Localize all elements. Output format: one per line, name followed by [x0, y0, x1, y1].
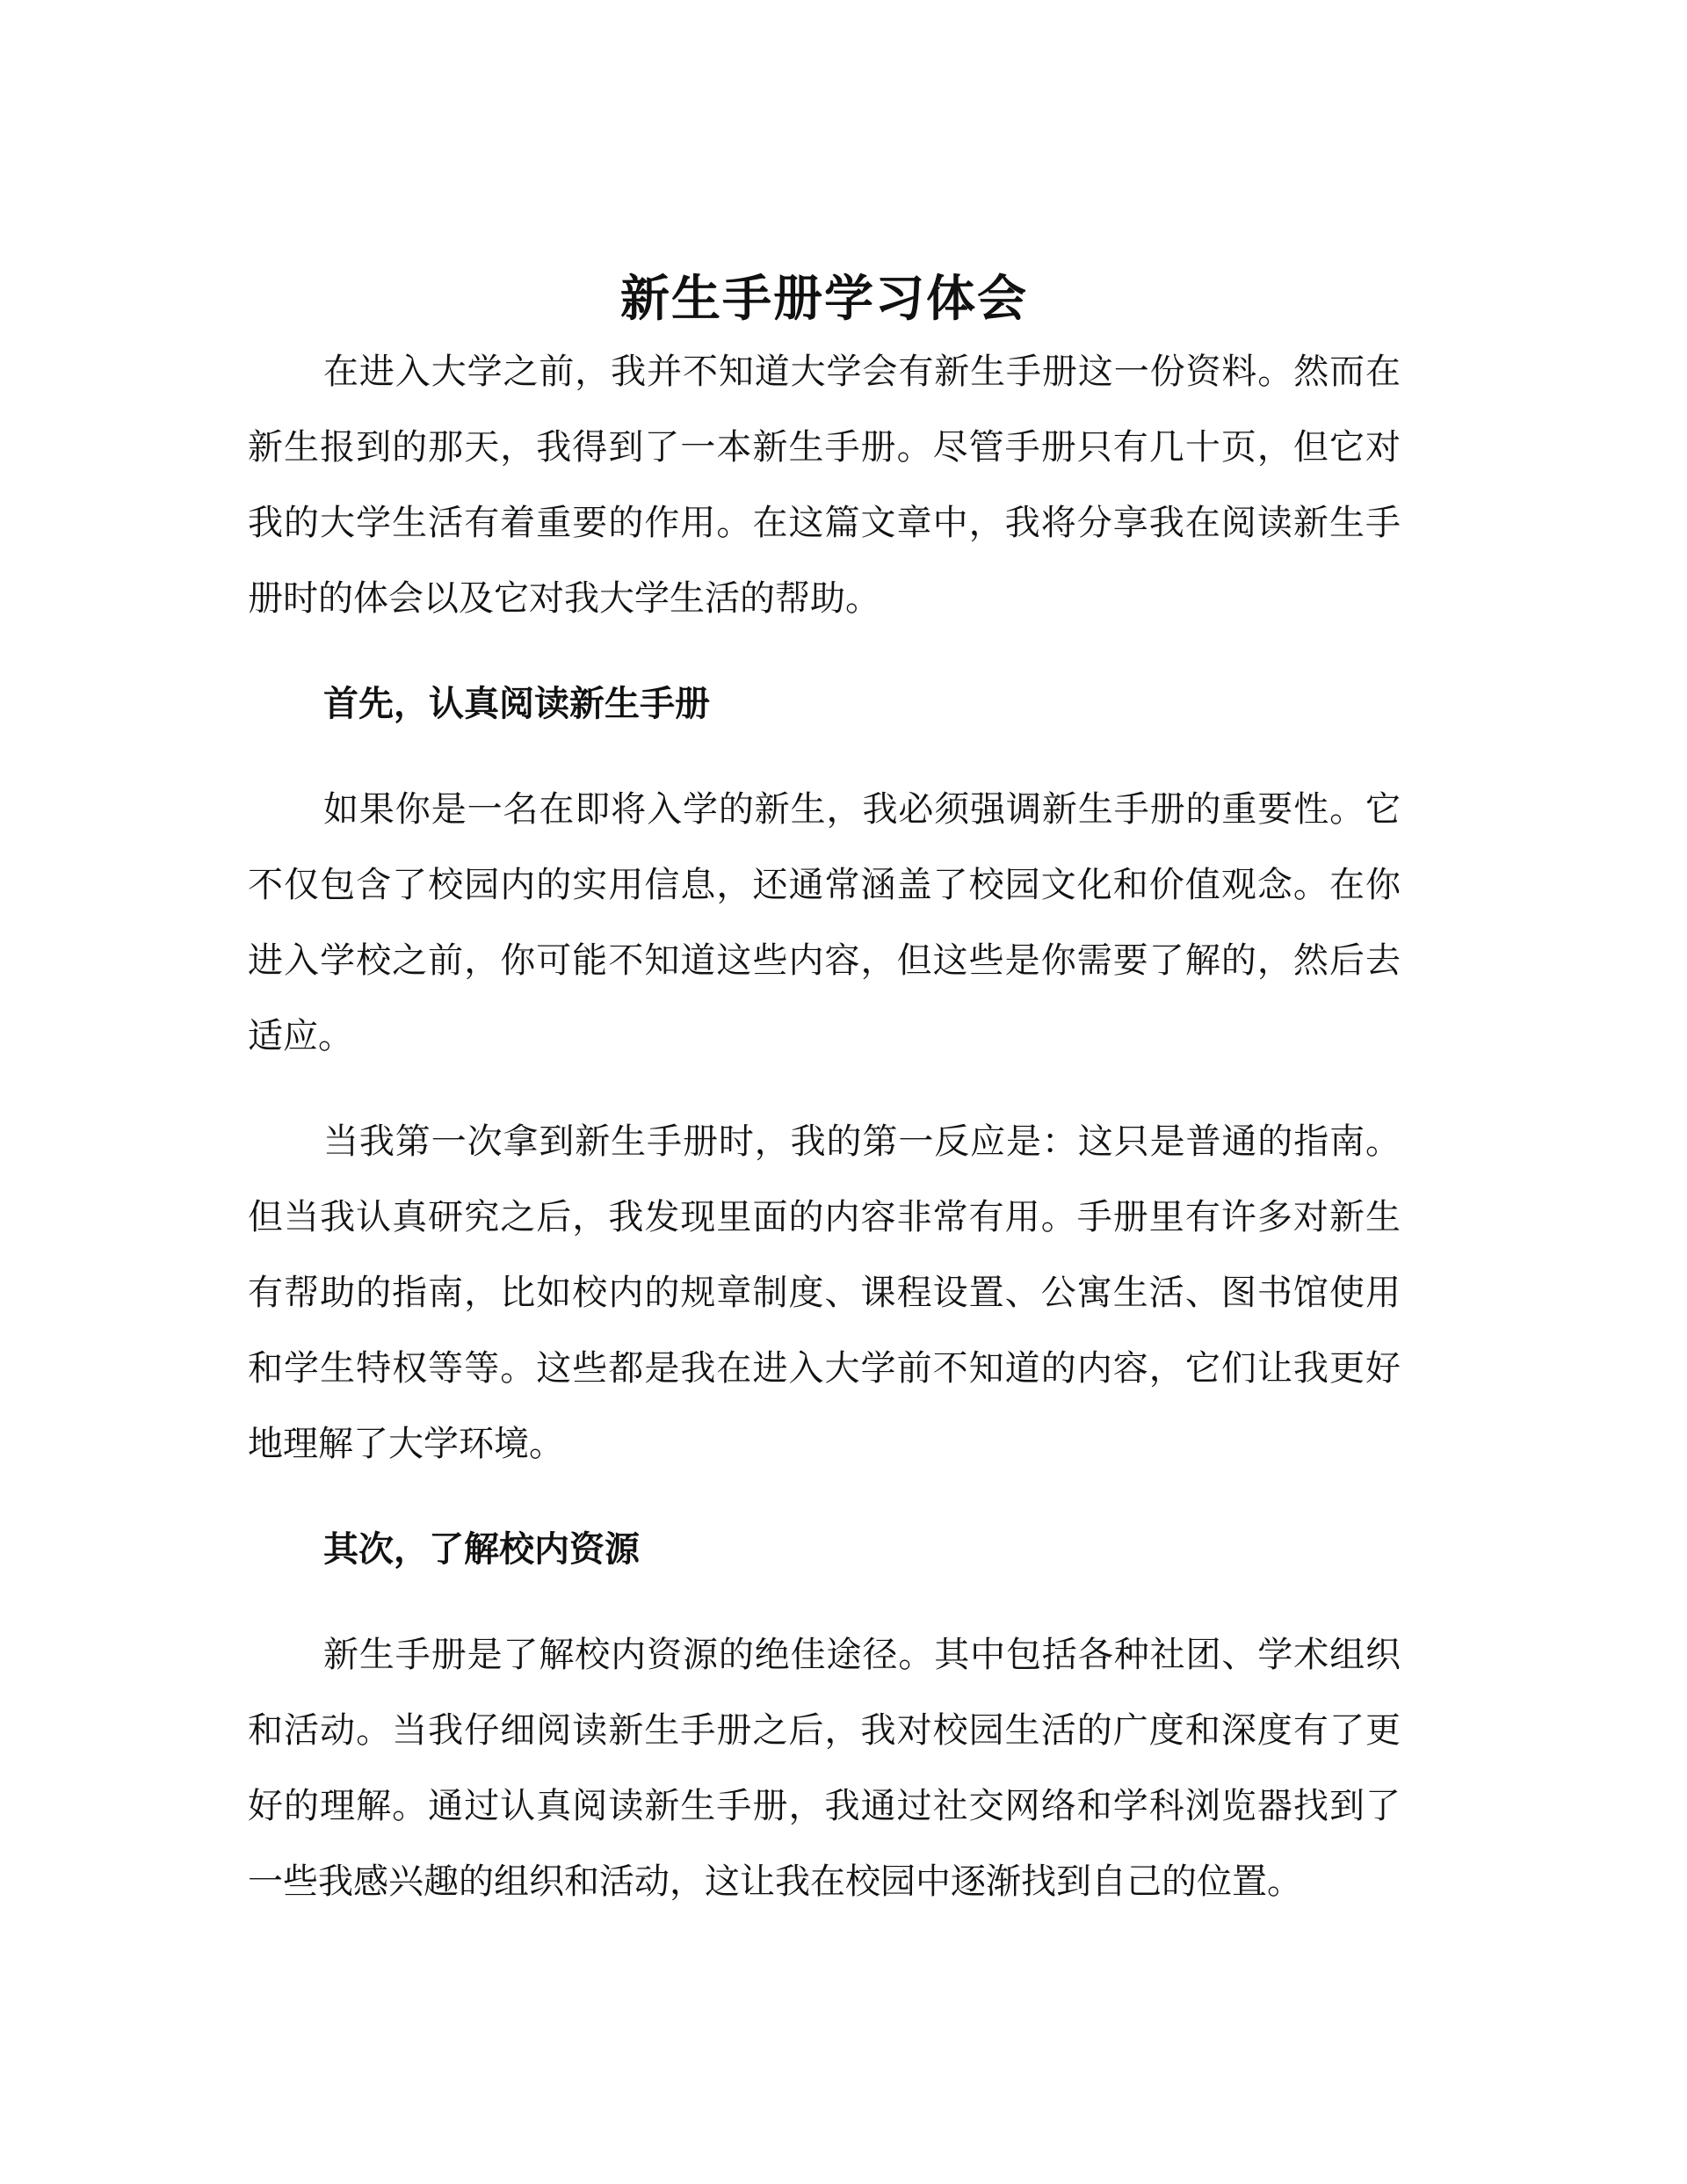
section2-paragraph-1: 新生手册是了解校内资源的绝佳途径。其中包括各种社团、学术组织和活动。当我仔细阅读新生手册之后，我对校园生活的广度和深度有了更好的理解。通过认真阅读新生手册，我通过社交网络和学科浏览器找到了一些我感兴趣的组织和活动，这让我在校园中逐渐找到自己的位置。	[248, 1635, 1401, 1902]
intro-paragraph: 在进入大学之前，我并不知道大学会有新生手册这一份资料。然而在新生报到的那天，我得到了一本新生手册。尽管手册只有几十页，但它对我的大学生活有着重要的作用。在这篇文章中，我将分享我在阅读新生手册时的体会以及它对我大学生活的帮助。	[248, 352, 1401, 619]
document-title: 新生手册学习体会	[620, 270, 1028, 328]
section-heading-read-handbook: 首先，认真阅读新生手册	[323, 683, 710, 724]
document-body	[248, 264, 1401, 1919]
section-heading-campus-resources: 其次，了解校内资源	[323, 1528, 640, 1570]
section1-paragraph-1: 如果你是一名在即将入学的新生，我必须强调新生手册的重要性。它不仅包含了校园内的实用信息，还通常涵盖了校园文化和价值观念。在你进入学校之前，你可能不知道这些内容，但这些是你需要了解的，然后去适应。	[248, 789, 1401, 1056]
section1-paragraph-2: 当我第一次拿到新生手册时，我的第一反应是：这只是普通的指南。但当我认真研究之后，我发现里面的内容非常有用。手册里有许多对新生有帮助的指南，比如校内的规章制度、课程设置、公寓生活、图书馆使用和学生特权等等。这些都是我在进入大学前不知道的内容，它们让我更好地理解了大学环境。	[248, 1121, 1401, 1464]
